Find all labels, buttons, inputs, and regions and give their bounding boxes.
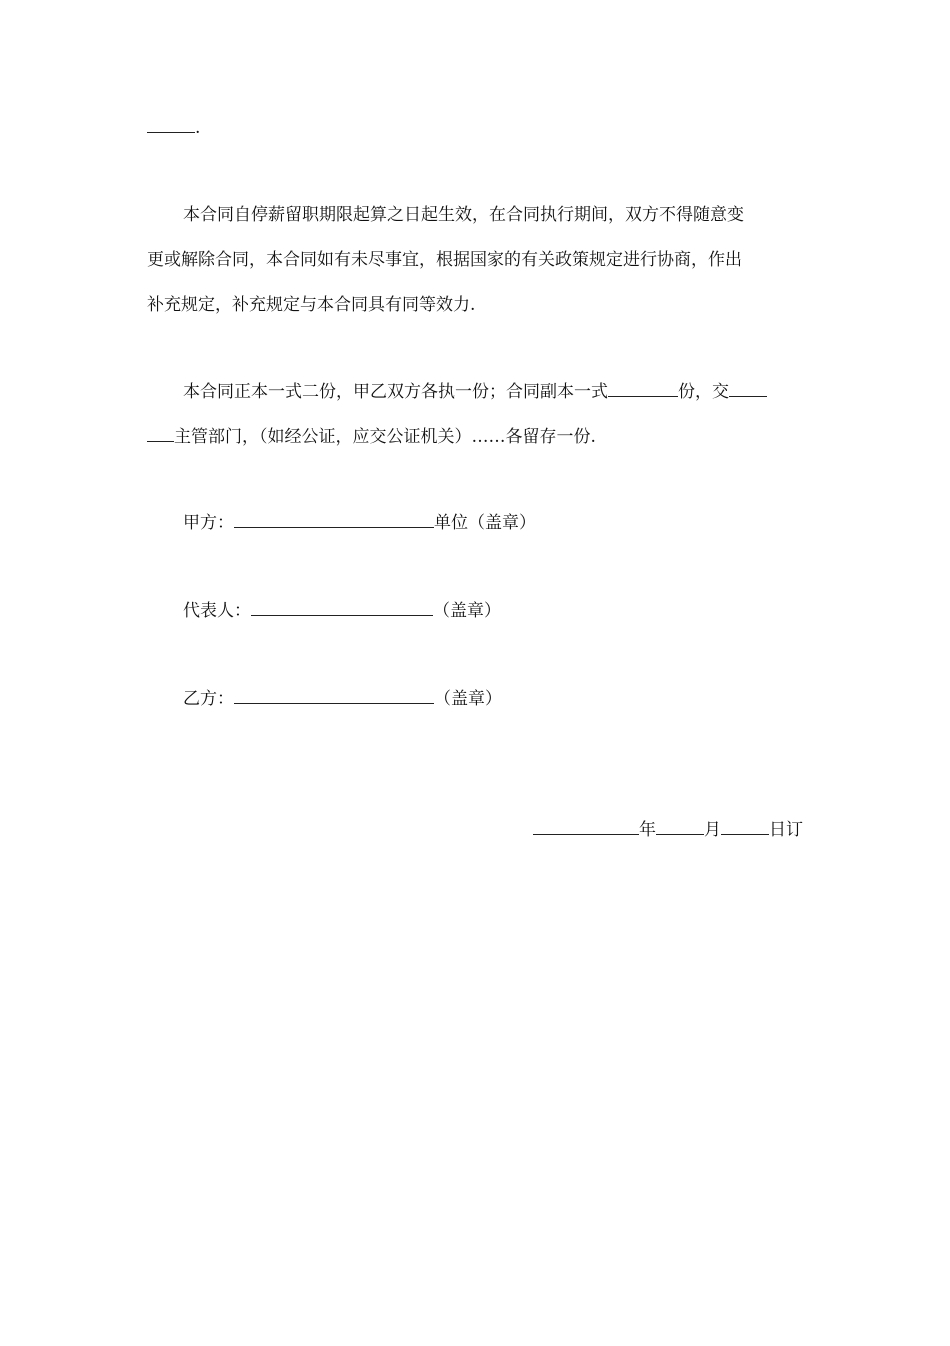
para2-text-b: 份，交 (678, 382, 729, 402)
party-a-suffix: 单位（盖章） (434, 513, 536, 533)
party-b-line (183, 689, 502, 709)
party-a-signature-field[interactable] (234, 513, 434, 528)
trailing-blank-line (147, 118, 200, 138)
representative-signature-field[interactable] (251, 601, 433, 616)
day-blank[interactable] (721, 820, 769, 835)
copies-count-blank (608, 382, 678, 397)
para1-line2: 更或解除合同，本合同如有未尽事宜，根据国家的有关政策规定进行协商，作出 (147, 250, 742, 270)
month-blank[interactable] (656, 820, 704, 835)
party-a-label: 甲方： (183, 513, 234, 533)
party-a-line (183, 513, 536, 533)
representative-label: 代表人： (183, 601, 251, 621)
month-label: 月 (704, 820, 721, 840)
representative-line (183, 601, 501, 621)
para2-line1 (183, 382, 767, 402)
date-line (533, 820, 803, 840)
party-b-suffix: （盖章） (434, 689, 502, 709)
year-blank[interactable] (533, 820, 639, 835)
day-label: 日订 (769, 820, 803, 840)
department-blank-part2 (147, 427, 174, 442)
year-label: 年 (639, 820, 656, 840)
representative-suffix: （盖章） (433, 601, 501, 621)
department-blank-part1 (729, 382, 767, 397)
blank-field (147, 118, 195, 133)
para2-line2 (147, 427, 596, 447)
para2-text-a: 本合同正本一式二份，甲乙双方各执一份；合同副本一式 (183, 382, 608, 402)
trailing-period: . (195, 118, 201, 138)
party-b-label: 乙方： (183, 689, 234, 709)
para1-line1: 本合同自停薪留职期限起算之日起生效，在合同执行期间，双方不得随意变 (183, 205, 744, 225)
party-b-signature-field[interactable] (234, 689, 434, 704)
para1-line3: 补充规定，补充规定与本合同具有同等效力. (147, 295, 476, 315)
para2-text-c: 主管部门，（如经公证，应交公证机关）……各留存一份. (174, 427, 596, 447)
